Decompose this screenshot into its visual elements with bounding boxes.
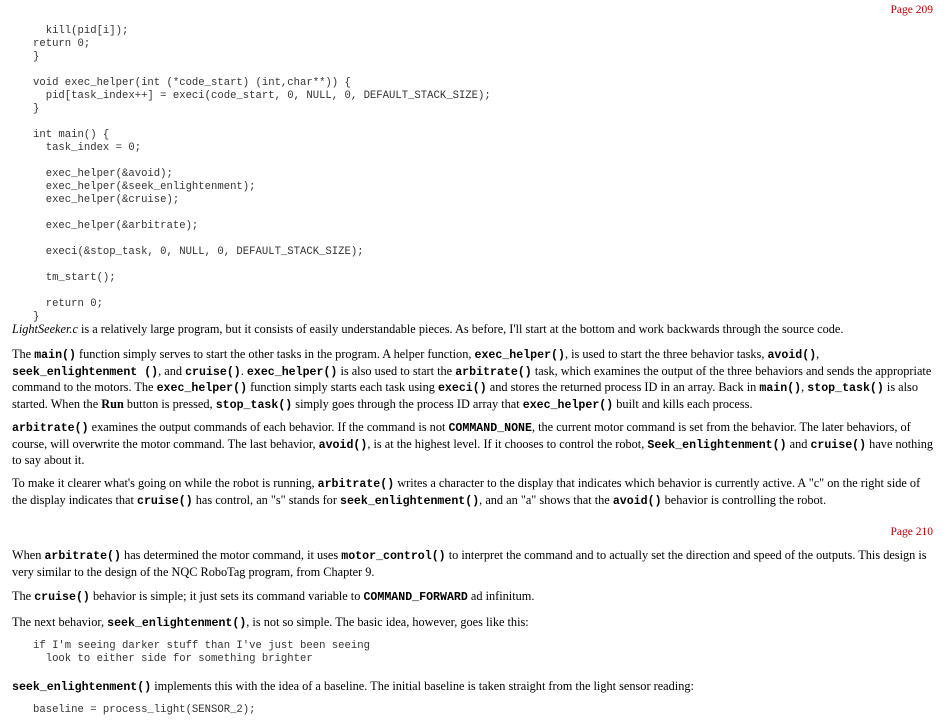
code-term: arbitrate()	[44, 550, 121, 563]
page-number: Page 209	[890, 4, 933, 16]
code-baseline: baseline = process_light(SENSOR_2);	[33, 704, 256, 716]
code-term: exec_helper()	[156, 382, 248, 395]
code-term: seek_enlightenment()	[107, 617, 247, 630]
code-term: stop_task()	[807, 382, 884, 395]
run-button-term: Run	[101, 396, 124, 411]
paragraph-intro: LightSeeker.c is a relatively large program, but it consists of easily understandable pieces. As before, I'll start at the bottom and work backwards through the source code.	[12, 322, 844, 336]
code-term: COMMAND_FORWARD	[363, 591, 468, 604]
paragraph-arbitrate: arbitrate() examines the output commands of each behavior. If the command is not COMMAND_NONE, the current motor command is set from the behavior. The later behaviors, of course, will overwrite the motor command. The last behavior, avoid(), is at the highest level. If it chooses to control the robot, Seek_enlightenment() and cruise() have nothing to say about it.	[12, 420, 934, 467]
paragraph-seek: The next behavior, seek_enlightenment(), is not so simple. The basic idea, however, goes like this:	[12, 615, 529, 630]
code-term: COMMAND_NONE	[448, 422, 532, 435]
code-term: exec_helper()	[522, 398, 614, 412]
code-term: arbitrate()	[12, 422, 89, 435]
paragraph-display: To make it clearer what's going on while the robot is running, arbitrate() writes a character to the display that indicates which behavior is currently active. A "c" on the right side of the display indicates that cruise() has control, an "s" stands for seek_enlightenment(), and an "a" shows that the avoid() behavior is controlling the robot.	[12, 476, 921, 508]
code-term: stop_task()	[215, 398, 293, 412]
code-term: arbitrate()	[317, 478, 395, 491]
code-term: avoid()	[767, 349, 817, 362]
code-term: seek_enlightenment ()	[12, 365, 159, 379]
code-term: cruise()	[810, 438, 867, 452]
paragraph-main-function: The main() function simply serves to start the other tasks in the program. A helper function, exec_helper(), is used to start the three behavior tasks, avoid(), seek_enlightenment (), and cruise(). exec_helper() is also used to start the arbitrate() task, which examines the output of the three behaviors and sends the appropriate command to the motors. The exec_helper() function simply starts each task using execi() and stores the returned process ID in an array. Back in main(), stop_task() is also started. When the Run button is pressed, stop_task() simply goes through the process ID array that exec_helper() built and kills each process.	[12, 347, 932, 412]
paragraph-motor-control: When arbitrate() has determined the motor command, it uses motor_control() to interpret the command and to actually set the direction and speed of the outputs. This design is very similar to the design of the NQC RoboTag program, from Chapter 9.	[12, 548, 927, 579]
code-term: motor_control()	[341, 550, 446, 563]
code-term: exec_helper()	[246, 365, 338, 379]
code-term: execi()	[437, 382, 487, 395]
code-term: main()	[759, 382, 802, 395]
code-pseudocode: if I'm seeing darker stuff than I've just been seeing look to either side for something brighter	[33, 640, 370, 665]
code-term: avoid()	[612, 494, 662, 508]
code-term: seek_enlightenment()	[12, 681, 152, 694]
code-term: cruise()	[34, 591, 90, 604]
code-term: arbitrate()	[455, 365, 532, 379]
code-term: cruise()	[185, 365, 241, 379]
file-name: LightSeeker.c	[12, 322, 78, 336]
page-number: Page 210	[890, 526, 933, 538]
code-listing-main: kill(pid[i]); return 0; } void exec_helper(int (*code_start) (int,char**)) { pid[task_index++] = execi(code_start, 0, NULL, 0, DEFAULT_STACK_SIZE); } int main() { task_index = 0; exec_helper(&avoid); exec_helper(&seek_enlightenment); exec_helper(&cruise); exec_helper(&arbitrate); execi(&stop_task, 0, NULL, 0, DEFAULT_STACK_SIZE); tm_start(); return 0; }	[33, 25, 491, 323]
code-term: exec_helper()	[474, 349, 565, 362]
code-term: seek_enlightenment()	[340, 494, 480, 508]
code-term: main()	[34, 349, 76, 362]
paragraph-cruise: The cruise() behavior is simple; it just sets its command variable to COMMAND_FORWARD ad infinitum.	[12, 589, 535, 604]
code-term: cruise()	[137, 494, 193, 508]
code-term: avoid()	[318, 438, 368, 452]
code-term: Seek_enlightenment()	[647, 438, 787, 452]
paragraph-baseline: seek_enlightenment() implements this with the idea of a baseline. The initial baseline is taken straight from the light sensor reading:	[12, 679, 694, 694]
